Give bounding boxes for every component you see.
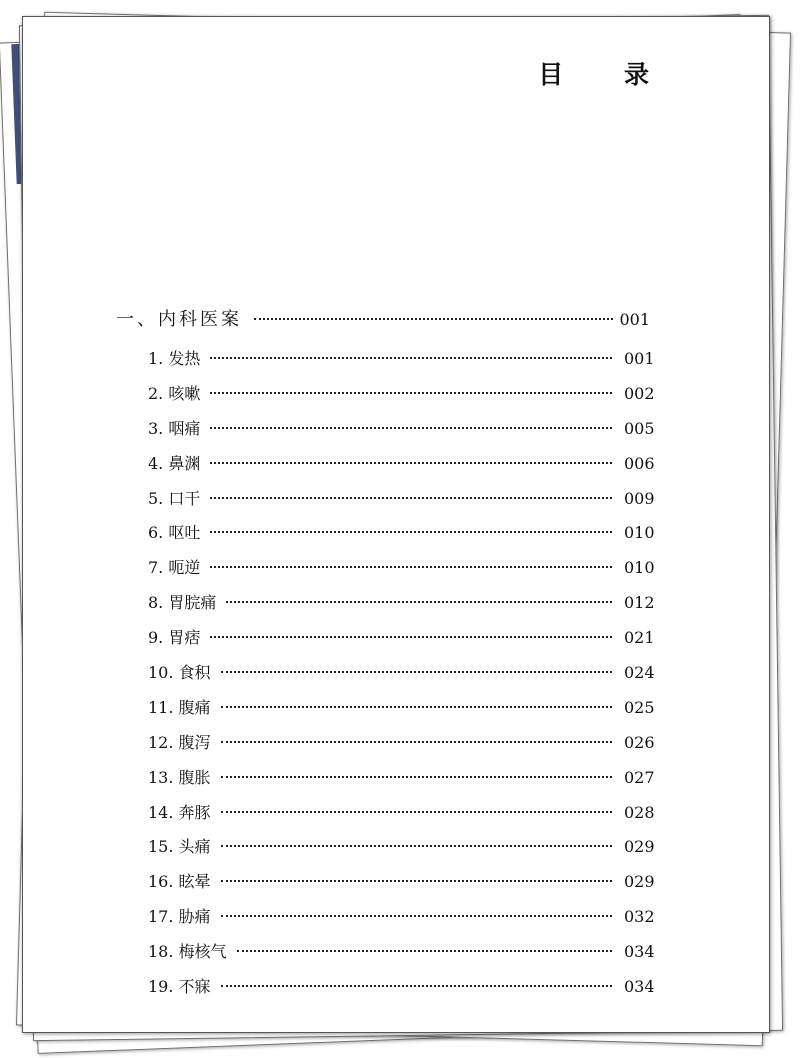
dot-leader	[221, 811, 612, 813]
entry-page-number: 001	[624, 349, 655, 368]
section-page-number: 001	[619, 310, 650, 329]
entry-title: 1. 发热	[148, 349, 201, 368]
entry-page-number: 029	[624, 837, 655, 857]
toc-entry[interactable]	[148, 765, 655, 800]
dot-leader	[221, 776, 612, 778]
dot-leader	[210, 427, 612, 429]
dot-leader	[221, 741, 612, 743]
dot-leader	[221, 845, 612, 847]
toc-entry[interactable]	[148, 660, 655, 695]
entry-title: 6. 呕吐	[148, 523, 201, 543]
entry-page-number: 005	[624, 418, 655, 438]
entry-page-number: 026	[624, 732, 655, 752]
toc-entry[interactable]	[148, 834, 655, 869]
toc-entry[interactable]	[148, 520, 655, 555]
entry-title: 11. 腹痛	[148, 697, 211, 717]
toc-entry-list	[148, 346, 655, 1009]
entry-page-number: 029	[624, 872, 655, 892]
toc-entry[interactable]	[148, 974, 655, 1009]
entry-page-number: 032	[624, 907, 655, 927]
entry-page-number: 028	[624, 802, 655, 822]
toc-entry[interactable]	[148, 416, 655, 451]
toc-entry[interactable]	[148, 451, 655, 486]
toc-entry[interactable]	[148, 904, 655, 939]
dot-leader	[254, 318, 613, 320]
entry-page-number: 034	[624, 942, 655, 962]
entry-title: 5. 口干	[148, 488, 201, 508]
entry-title: 15. 头痛	[148, 837, 211, 857]
toc-title: 目 录	[538, 60, 675, 89]
entry-page-number: 027	[624, 767, 655, 787]
dot-leader	[210, 357, 612, 359]
entry-title: 4. 鼻渊	[148, 453, 201, 473]
dot-leader	[210, 497, 612, 499]
dot-leader	[210, 392, 612, 394]
dot-leader	[210, 462, 612, 464]
entry-title: 16. 眩晕	[148, 872, 211, 892]
entry-page-number: 009	[624, 488, 655, 508]
dot-leader	[210, 636, 612, 638]
entry-page-number: 024	[624, 663, 655, 683]
entry-title: 3. 咽痛	[148, 418, 201, 438]
dot-leader	[226, 601, 612, 603]
toc-entry[interactable]	[148, 730, 655, 765]
entry-title: 17. 胁痛	[148, 907, 211, 927]
toc-entry[interactable]	[148, 555, 655, 590]
toc-entry[interactable]	[148, 625, 655, 660]
dot-leader	[221, 671, 612, 673]
entry-title: 2. 咳嗽	[148, 383, 201, 403]
entry-page-number: 025	[624, 697, 655, 717]
toc-entry[interactable]	[148, 939, 655, 974]
toc-entry[interactable]	[148, 590, 655, 625]
entry-page-number: 002	[624, 383, 655, 403]
section-label: 一、内科医案	[116, 309, 242, 330]
entry-title: 12. 腹泻	[148, 732, 211, 752]
entry-title: 14. 奔豚	[148, 802, 211, 822]
dot-leader	[210, 531, 612, 533]
entry-page-number: 012	[624, 593, 655, 613]
entry-page-number: 010	[624, 523, 655, 543]
toc-entry[interactable]	[148, 695, 655, 730]
entry-title: 13. 腹胀	[148, 767, 211, 787]
toc-page	[22, 16, 770, 1033]
entry-page-number: 006	[624, 453, 655, 473]
entry-title: 9. 胃痞	[148, 628, 201, 648]
entry-title: 8. 胃脘痛	[148, 593, 217, 613]
entry-page-number: 021	[624, 628, 655, 648]
toc-entry[interactable]	[148, 346, 655, 381]
entry-title: 7. 呃逆	[148, 558, 201, 578]
toc-section-heading[interactable]	[116, 305, 650, 331]
dot-leader	[221, 915, 612, 917]
dot-leader	[237, 950, 612, 952]
entry-title: 19. 不寐	[148, 977, 211, 997]
dot-leader	[221, 880, 612, 882]
dot-leader	[221, 706, 612, 708]
toc-entry[interactable]	[148, 486, 655, 521]
entry-title: 18. 梅核气	[148, 942, 227, 962]
entry-page-number: 010	[624, 558, 655, 578]
toc-entry[interactable]	[148, 381, 655, 416]
toc-entry[interactable]	[148, 869, 655, 904]
entry-page-number: 034	[624, 977, 655, 997]
dot-leader	[210, 566, 612, 568]
dot-leader	[221, 985, 612, 987]
entry-title: 10. 食积	[148, 663, 211, 683]
toc-entry[interactable]	[148, 800, 655, 835]
